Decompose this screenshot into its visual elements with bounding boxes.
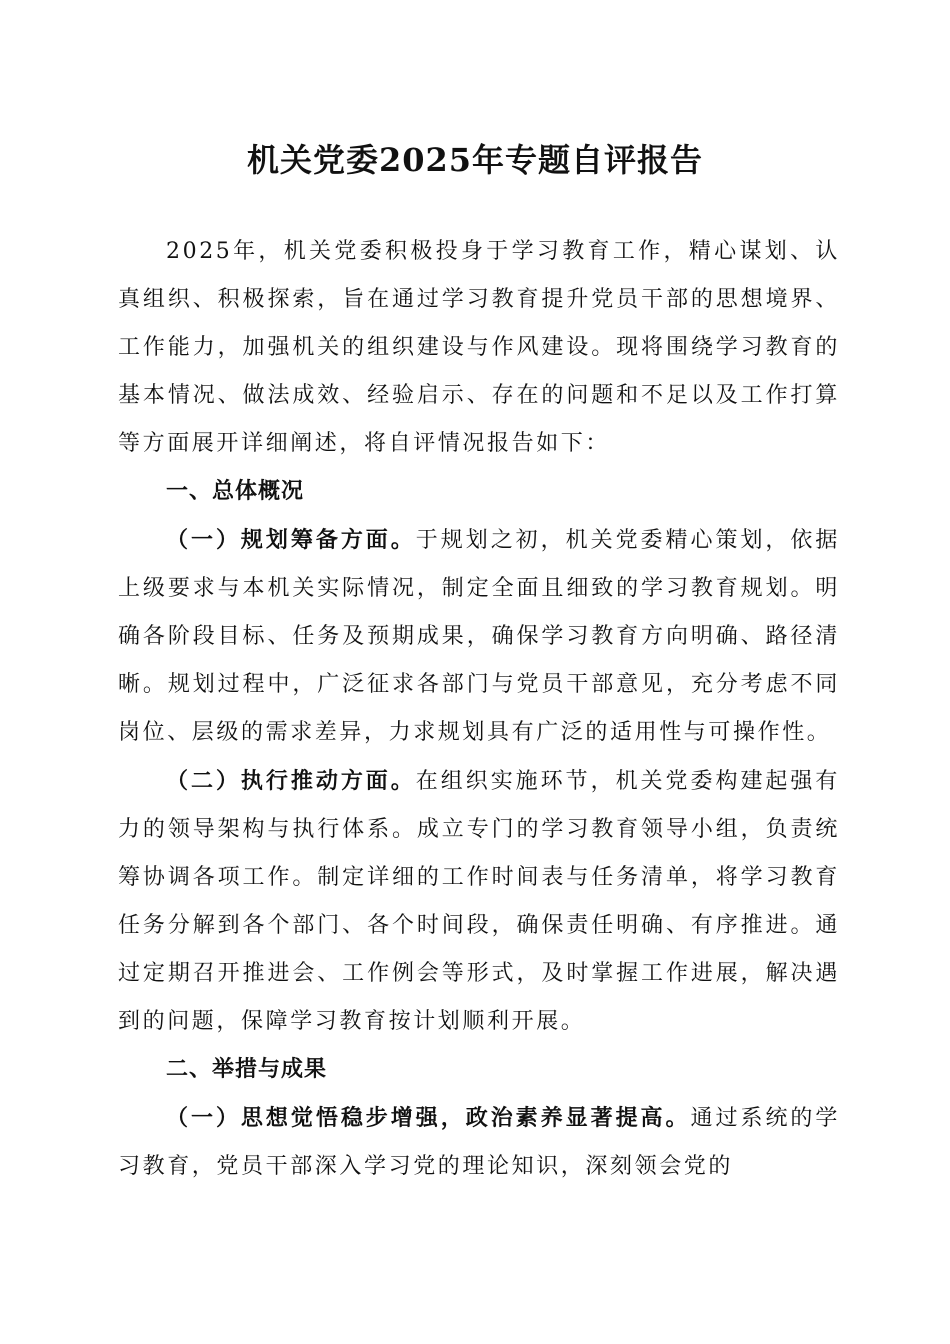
- paragraph-ideology-text: 通过系统的学习教育，党员干部深入学习党的理论知识，深刻领会党的: [118, 1106, 840, 1179]
- paragraph-execution: [118, 757, 840, 1046]
- paragraph-ideology: [118, 1094, 840, 1191]
- subheading-execution: （二）执行推动方面。: [166, 768, 416, 794]
- intro-paragraph: 2025年，机关党委积极投身于学习教育工作，精心谋划、认真组织、积极探索，旨在通过学习教育提升党员干部的思想境界、工作能力，加强机关的组织建设与作风建设。现将围绕学习教育的基本情况、做法成效、经验启示、存在的问题和不足以及工作打算等方面展开详细阐述，将自评情况报告如下：: [118, 239, 840, 456]
- document-body: [118, 228, 840, 1191]
- subheading-planning: （一）规划筹备方面。: [166, 527, 416, 553]
- paragraph-execution-text: 在组织实施环节，机关党委构建起强有力的领导架构与执行体系。成立专门的学习教育领导小组，负责统筹协调各项工作。制定详细的工作时间表与任务清单，将学习教育任务分解到各个部门、各个时间段，确保责任明确、有序推进。通过定期召开推进会、工作例会等形式，及时掌握工作进展，解决遇到的问题，保障学习教育按计划顺利开展。: [118, 769, 840, 1034]
- paragraph-planning: [118, 516, 840, 757]
- section-heading-measures: 二、举措与成果: [166, 1057, 328, 1082]
- paragraph-planning-text: 于规划之初，机关党委精心策划，依据上级要求与本机关实际情况，制定全面且细致的学习教育规划。明确各阶段目标、任务及预期成果，确保学习教育方向明确、路径清晰。规划过程中，广泛征求各部门与党员干部意见，充分考虑不同岗位、层级的需求差异，力求规划具有广泛的适用性与可操作性。: [118, 528, 840, 745]
- subheading-ideology: （一）思想觉悟稳步增强，政治素养显著提高。: [166, 1105, 691, 1131]
- document-title: 机关党委2025年专题自评报告: [246, 141, 704, 179]
- section-heading-overview: 一、总体概况: [166, 479, 305, 504]
